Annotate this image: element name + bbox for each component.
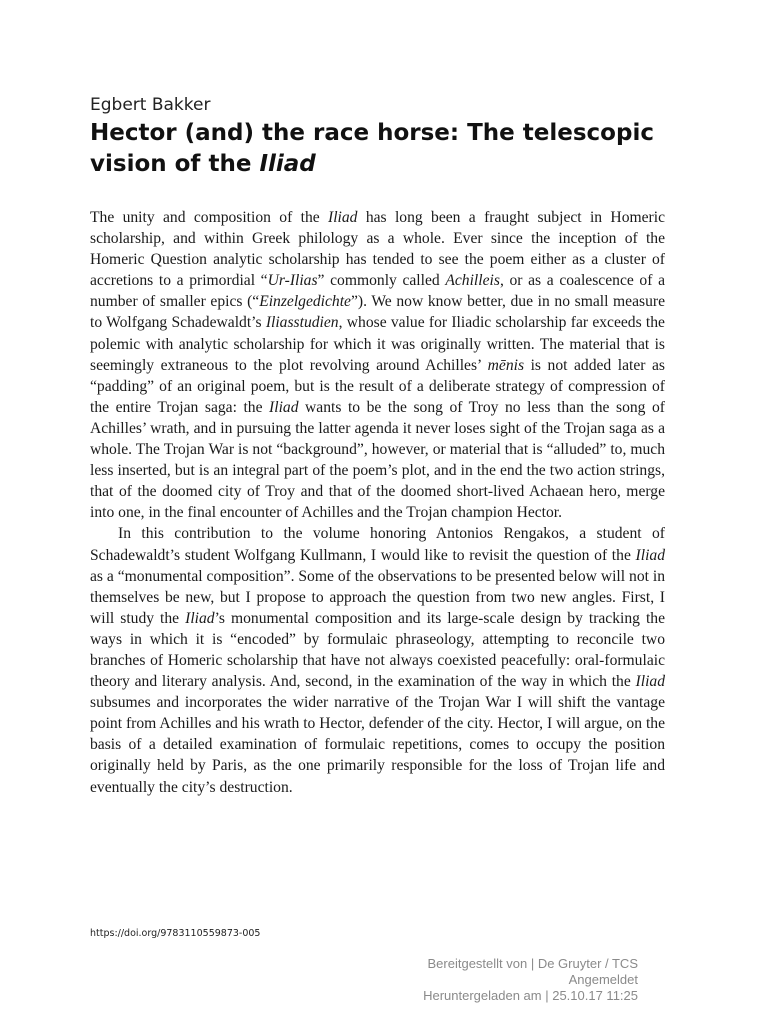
italic-run: Achilleis [445, 272, 500, 290]
chapter-title-italic: Iliad [259, 151, 316, 177]
text-run: wants to be the song of Troy no less than the song of Achilles’ wrath, and in pursuing the latter agenda it never loses sight of the Trojan saga as a whole. The Trojan War is not “background”, however, or material that is “alluded” to, much less inserted, but is an integral part of the poem’s plot, and in the end the two action strings, that of the doomed city of Troy and that of the doomed short-lived Achaean hero, merge into one, in the final encounter of Achilles and the Trojan champion Hector. [90, 398, 665, 522]
italic-run: Iliasstudien [265, 314, 339, 332]
download-stamp [423, 956, 638, 1004]
stamp-line-status: Angemeldet [568, 972, 638, 987]
italic-run: Iliad [185, 609, 215, 627]
text-run: , whose value for Iliadic scholarship far exceeds the polemic with analytic scholarship for which it was originally written. The material that is seemingly extraneous to the plot revolving around Achilles’ [90, 314, 665, 374]
text-run: subsumes and incorporates the wider narrative of the Trojan War I will shift the vantage point from Achilles and his wrath to Hector, defender of the city. Hector, I will argue, on the basis of a detailed examination of formulaic repetitions, comes to occupy the position originally held by Paris, as the one primarily responsible for the loss of Trojan life and eventually the city’s destruction. [90, 694, 665, 796]
italic-run: Iliad [635, 673, 665, 691]
italic-run: Iliad [328, 209, 358, 226]
text-run: is not added later as “padding” of an original poem, but is the result of a deliberate strategy of compression of the entire Trojan saga: the [90, 356, 665, 416]
italic-run: Einzelgedichte [259, 293, 351, 311]
chapter-title-text: Hector (and) the race horse: The telescopic vision of the [90, 120, 654, 177]
paragraph-2 [90, 523, 665, 797]
paragraph-1 [90, 207, 665, 523]
stamp-line-provider: Bereitgestellt von | De Gruyter / TCS [427, 956, 638, 971]
italic-run: Iliad [635, 546, 665, 564]
author-name: Egbert Bakker [90, 95, 211, 115]
italic-run: Ur-Ilias [267, 272, 318, 290]
stamp-line-downloaded: Heruntergeladen am | 25.10.17 11:25 [423, 988, 638, 1003]
text-run: ’s monumental composition and its large-scale design by tracking the ways in which it is “encoded” by formulaic phraseology, attempting to reconcile two branches of Homeric scholarship that have not always coexisted peacefully: oral-formulaic theory and literary analysis. And, second, in the examination of the way in which the [90, 609, 666, 691]
text-run: has long been a fraught subject in Homeric scholarship, and within Greek philology as a whole. Ever since the inception of the Homeric Question analytic scholarship has tended to see the poem either as a cluster of accretions to a primordial “ [90, 209, 665, 290]
text-run: , or as a coalescence of a number of smaller epics (“ [90, 272, 665, 311]
text-run: as a “monumental composition”. Some of the observations to be presented below will not in themselves be new, but I propose to approach the question from two new angles. First, I will study the [90, 567, 665, 627]
text-run: ”). We now know better, due in no small measure to Wolfgang Schadewaldt’s [90, 293, 665, 332]
chapter-title [90, 118, 690, 180]
body-text [90, 207, 665, 798]
doi-link[interactable]: https://doi.org/9783110559873-005 [90, 928, 261, 939]
italic-run: Iliad [269, 398, 299, 416]
text-run: In this contribution to the volume honoring Antonios Rengakos, a student of Schadewaldt’s student Wolfgang Kullmann, I would like to revisit the question of the [90, 525, 665, 564]
text-run: The unity and composition of the [90, 209, 329, 226]
italic-run: mēnis [487, 356, 525, 374]
text-run: ” commonly called [317, 272, 446, 290]
